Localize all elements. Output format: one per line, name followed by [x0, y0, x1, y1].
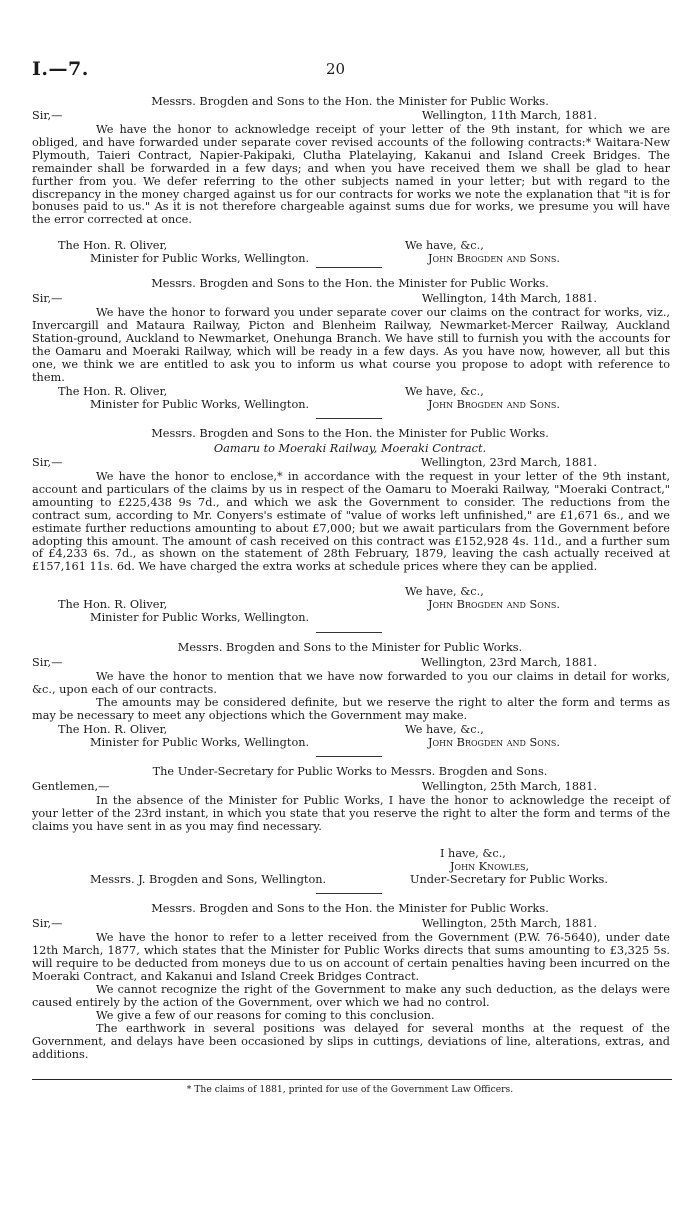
salutation: Sir,—: [32, 456, 63, 469]
page-number: 20: [326, 60, 346, 78]
letter-date: Wellington, 23rd March, 1881.: [421, 456, 597, 469]
letter-body: We have the honor to acknowledge receipt of your letter of the 9th instant, for which we are obliged, and have forwarded under separate cover revised accounts of the following contracts:* Waitara-New Plymouth, Taieri Contract, Napier-Pakipaki, Clutha Platelaying, Kakanui and Island Creek Bridges. The remainder shall be forwarded in a few days; and when you have received them we shall be glad to hear further from you. We defer referring to the other subjects named in your letter; but with regard to the discrepancy in the money charged against us for our contracts for works we note the explanation that "it is for bonuses paid to us." As it is not therefore chargeable against sums due for works, we presume you will have the error corrected at once.: [32, 123, 670, 227]
signature: John Brogden and Sons.: [428, 398, 560, 411]
letter-date: Wellington, 25th March, 1881.: [421, 917, 597, 930]
closing: We have, &c.,: [405, 239, 484, 252]
salutation: Sir,—: [32, 656, 63, 669]
signature: John Brogden and Sons.: [428, 252, 560, 265]
addressee-title: Minister for Public Works, Wellington.: [90, 398, 310, 411]
addressee: The Hon. R. Oliver,: [58, 239, 168, 252]
letter-body: We have the honor to forward you under separate cover our claims on the contract for works, viz., Invercargill and Mataura Railway, Picton and Blenheim Railway, Newmarket-Mercer Railway, Auckland Station-ground, Auckland to Newmarket, Onehunga Branch. We have still to furnish you with the accounts for the Oamaru and Moeraki Railway, which will be ready in a few days. As you have now, however, all but this one, we think we are entitled to ask you to inform us what course you propose to adopt with reference to them.: [32, 306, 670, 384]
footnote: * The claims of 1881, printed for use of the Government Law Officers.: [186, 1084, 514, 1095]
addressee: The Hon. R. Oliver,: [58, 385, 168, 398]
signature: John Brogden and Sons.: [428, 736, 560, 749]
addressee-title: Minister for Public Works, Wellington.: [90, 736, 310, 749]
salutation: Sir,—: [32, 109, 63, 122]
closing: I have, &c.,: [440, 847, 506, 860]
signature-title: Under-Secretary for Public Works.: [410, 873, 608, 886]
letter-date: Wellington, 14th March, 1881.: [421, 292, 597, 305]
letter-body: We give a few of our reasons for coming to this conclusion.: [96, 1009, 435, 1022]
letter-heading: Messrs. Brogden and Sons to the Minister for Public Works.: [177, 641, 523, 654]
letter-body: The earthwork in several positions was delayed for several months at the request of the Government, and delays have been occasioned by slips in cuttings, deviations of line, alterations, extras, and additions.: [32, 1022, 670, 1061]
closing: We have, &c.,: [405, 585, 484, 598]
letter-body: We cannot recognize the right of the Government to make any such deduction, as the delays were caused entirely by the action of the Government, over which we had no control.: [32, 983, 670, 1009]
letter-date: Wellington, 25th March, 1881.: [421, 780, 597, 793]
footnote-rule: [32, 1079, 672, 1080]
document-reference: I.—7.: [32, 58, 89, 80]
salutation: Sir,—: [32, 292, 63, 305]
letter-body: In the absence of the Minister for Public Works, I have the honor to acknowledge the receipt of your letter of the 23rd instant, in which you state that you reserve the right to alter the form and terms of the claims you have sent in as you may find necessary.: [32, 794, 670, 833]
letter-heading: Messrs. Brogden and Sons to the Hon. the Minister for Public Works.: [151, 95, 549, 108]
section-divider: [316, 893, 382, 894]
salutation: Sir,—: [32, 917, 63, 930]
section-divider: [316, 632, 382, 633]
signature: John Knowles,: [450, 860, 530, 873]
closing: We have, &c.,: [405, 723, 484, 736]
section-divider: [316, 267, 382, 268]
letter-body: We have the honor to mention that we have now forwarded to you our claims in detail for works, &c., upon each of our contracts.: [32, 670, 670, 696]
letter-date: Wellington, 23rd March, 1881.: [421, 656, 597, 669]
addressee: Messrs. J. Brogden and Sons, Wellington.: [90, 873, 327, 886]
letter-heading: The Under-Secretary for Public Works to Messrs. Brogden and Sons.: [152, 765, 548, 778]
letter-heading: Messrs. Brogden and Sons to the Hon. the Minister for Public Works.: [151, 277, 549, 290]
letter-body: We have the honor to enclose,* in accordance with the request in your letter of the 9th instant, account and particulars of the claims by us in respect of the Oamaru to Moeraki Railway, "Moeraki Contract," amounting to £225,438 9s 7d., and which we ask the Government to consider. The reductions from the contract sum, according to Mr. Conyers's estimate of "value of works left unfinished," are £1,671 6s., and we estimate further reductions amounting to about £7,000; but we await particulars from the Government before adopting this amount. The amount of cash received on this contract was £152,928 4s. 11d., and a further sum of £4,233 6s. 7d., as shown on the statement of 28th February, 1879, leaving the cash actually received at £157,161 11s. 6d. We have charged the extra works at schedule prices where they can be applied.: [32, 470, 670, 574]
section-divider: [316, 756, 382, 757]
addressee: The Hon. R. Oliver,: [58, 723, 168, 736]
letter-subheading: Oamaru to Moeraki Railway, Moeraki Contract.: [213, 442, 487, 455]
letter-heading: Messrs. Brogden and Sons to the Hon. the Minister for Public Works.: [151, 902, 549, 915]
letter-date: Wellington, 11th March, 1881.: [421, 109, 597, 122]
letter-body: The amounts may be considered definite, but we reserve the right to alter the form and terms as may be necessary to meet any objections which the Government may make.: [32, 696, 670, 722]
addressee-title: Minister for Public Works, Wellington.: [90, 252, 310, 265]
addressee-title: Minister for Public Works, Wellington.: [90, 611, 310, 624]
letter-heading: Messrs. Brogden and Sons to the Hon. the Minister for Public Works.: [151, 427, 549, 440]
letter-body: We have the honor to refer to a letter received from the Government (P.W. 76-5640), under date 12th March, 1877, which states that the Minister for Public Works directs that sums amounting to £3,325 5s. will require to be deducted from moneys due to us on account of certain penalties having been incurred on the Moeraki Contract, and Kakanui and Island Creek Bridges Contract.: [32, 931, 670, 983]
salutation: Gentlemen,—: [32, 780, 110, 793]
addressee: The Hon. R. Oliver,: [58, 598, 168, 611]
signature: John Brogden and Sons.: [428, 598, 560, 611]
closing: We have, &c.,: [405, 385, 484, 398]
section-divider: [316, 418, 382, 419]
